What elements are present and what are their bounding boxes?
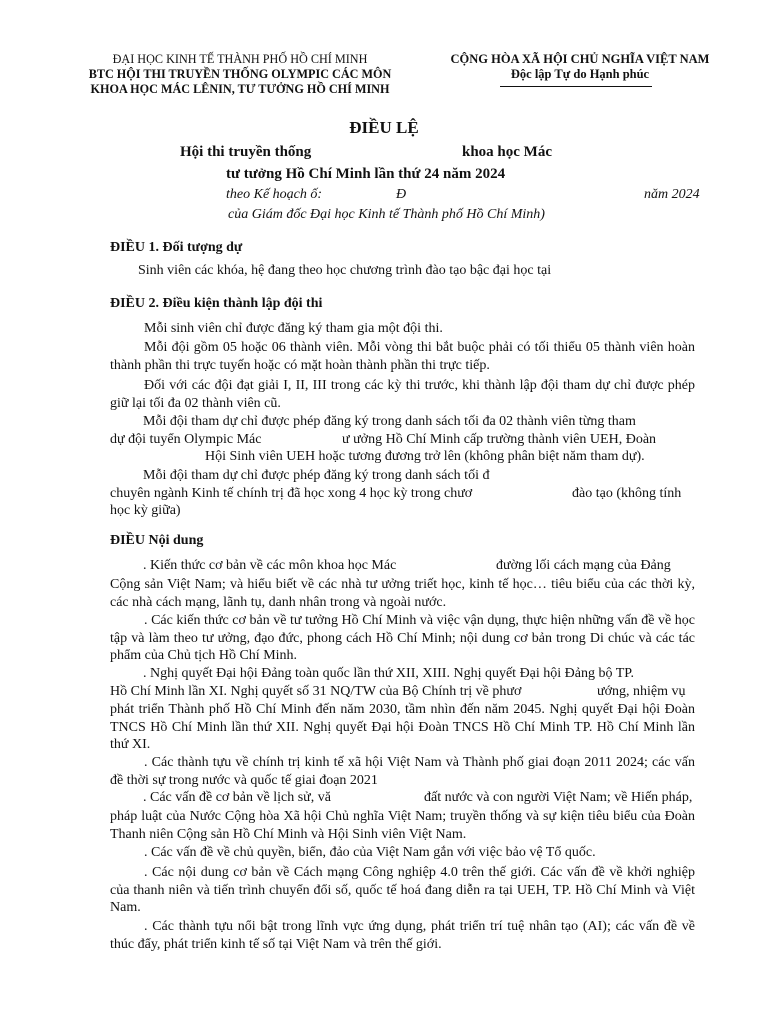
article3-item8: . Các thành tựu nổi bật trong lĩnh vực ứng dụng, phát triển trí tuệ nhân tạo (AI); các vấn đề về thúc đẩy, phát triển kinh tế số tại Việt Nam và trên thế giới. — [110, 919, 695, 952]
article2-heading: ĐIỀU 2. Điều kiện thành lập đội thi — [110, 296, 323, 311]
article2-para4-line3: Hội Sinh viên UEH hoặc tương đương trở lên (không phân biệt năm tham dự). — [205, 449, 645, 464]
subtitle-line2: tư tưởng Hồ Chí Minh lần thứ 24 năm 2024 — [226, 166, 506, 182]
issuer-block — [60, 52, 420, 97]
article2-para5-line2b: đào tạo (không tính — [572, 486, 682, 501]
article2-para1: Mỗi sinh viên chỉ được đăng ký tham gia một đội thi. — [144, 321, 443, 336]
article2-para4-line2a: dự đội tuyển Olympic Mác — [110, 432, 262, 447]
article3-heading: ĐIỀU Nội dung — [110, 533, 204, 548]
plan-reference-part3: năm 2024 — [644, 187, 700, 202]
issuer-line-1: ĐẠI HỌC KINH TẾ THÀNH PHỐ HỒ CHÍ MINH — [112, 52, 368, 66]
article2-para5-line2a: chuyên ngành Kinh tế chính trị đã học xong 4 học kỳ trong chươ — [110, 486, 473, 501]
article2-para5-line3: học kỳ giữa) — [110, 503, 181, 518]
article3-item3-line2a: Hồ Chí Minh lần XI. Nghị quyết số 31 NQ/TW của Bộ Chính trị về phươ — [110, 684, 522, 699]
article3-item1-line1b: đường lối cách mạng của Đảng — [496, 558, 671, 573]
article3-item3-rest: phát triển Thành phố Hồ Chí Minh đến năm 2030, tầm nhìn đến năm 2045. Nghị quyết Đại hội Đoàn TNCS Hồ Chí Minh lần thứ XII. Nghị quyết Đại hội Đoàn TNCS Hồ Chí Minh TP. Hồ Chí Minh lần thứ XI. — [110, 702, 695, 752]
article2-para4-line1: Mỗi đội tham dự chỉ được phép đăng ký trong danh sách tối đa 02 thành viên từng tham — [143, 414, 636, 429]
article1-text: Sinh viên các khóa, hệ đang theo học chương trình đào tạo bậc đại học tại — [138, 263, 552, 278]
subtitle-line1-part2: khoa học Mác — [462, 144, 552, 160]
issuer-line-3: KHOA HỌC MÁC LÊNIN, TƯ TƯỞNG HỒ CHÍ MINH — [90, 82, 390, 96]
motto: Độc lập Tự do Hạnh phúc — [510, 67, 650, 81]
article2-para4-line2b: ư ưởng Hồ Chí Minh cấp trường thành viên UEH, Đoàn — [342, 432, 657, 447]
motto-underline — [500, 86, 652, 87]
nation-title: CỘNG HÒA XÃ HỘI CHỦ NGHĨA VIỆT NAM — [450, 52, 710, 66]
article3-item1-rest: Cộng sản Việt Nam; và hiểu biết về các nhà tư ưởng triết học, kinh tế học… tiêu biểu của các thời kỳ, các nhà cách mạng, lãnh tụ, danh nhân trong và ngoài nước. — [110, 577, 695, 610]
article3-item5-line1a: . Các vấn đề cơ bản về lịch sử, vă — [143, 790, 331, 805]
article1-heading: ĐIỀU 1. Đối tượng dự — [110, 240, 243, 255]
article3-item3-line1: . Nghị quyết Đại hội Đảng toàn quốc lần thứ XII, XIII. Nghị quyết Đại hội Đảng bộ TP. — [143, 666, 635, 681]
plan-reference-part1: theo Kế hoạch ố: — [226, 187, 323, 202]
article3-item5-rest: pháp luật của Nước Cộng hòa Xã hội Chủ nghĩa Việt Nam; truyền thống và sự kiện tiêu biểu của Đoàn Thanh niên Cộng sản Hồ Chí Minh và Hội Sinh viên Việt Nam. — [110, 809, 695, 842]
article3-item2: . Các kiến thức cơ bản về tư tưởng Hồ Chí Minh và việc vận dụng, thực hiện những vấn đề về học tập và làm theo tư ưởng, đạo đức, phong cách Hồ Chí Minh; nội dung cơ bản trong Di chúc và các tác phẩm của Chủ tịch Hồ Chí Minh. — [110, 613, 695, 663]
article3-item1-line1a: . Kiến thức cơ bản về các môn khoa học Mác — [143, 558, 397, 573]
article2-para2: Mỗi đội gồm 05 hoặc 06 thành viên. Mỗi vòng thi bắt buộc phải có tối thiểu 05 thành viên hoàn thành phần thi trực tuyến hoặc có mặt hoàn thành phần thi trực tiếp. — [110, 340, 695, 373]
article2-para3: Đối với các đội đạt giải I, II, III trong các kỳ thi trước, khi thành lập đội tham dự chỉ được phép giữ lại tối đa 02 thành viên cũ. — [110, 378, 695, 411]
article2-para5-line1: Mỗi đội tham dự chỉ được phép đăng ký trong danh sách tối đ — [143, 468, 490, 483]
article3-item7: . Các nội dung cơ bản về Cách mạng Công nghiệp 4.0 trên thế giới. Các vấn đề về khởi nghiệp của thanh niên và tiến trình chuyển đổi số, quốc tế hoá đang diễn ra tại UEH, TP. Hồ Chí Minh và Việt Nam. — [110, 865, 695, 915]
article3-item6: . Các vấn đề về chủ quyền, biển, đảo của Việt Nam gắn với việc bảo vệ Tổ quốc. — [144, 845, 596, 860]
issuer-line-2: BTC HỘI THI TRUYỀN THỐNG OLYMPIC CÁC MÔN — [88, 67, 392, 81]
page-title: ĐIỀU LỆ — [349, 118, 419, 137]
plan-reference-part2: Đ — [396, 187, 407, 202]
subtitle-line1-part1: Hội thi truyền thống — [180, 144, 312, 160]
article3-item3-line2b: ướng, nhiệm vụ — [597, 684, 686, 699]
national-header — [430, 52, 730, 82]
plan-reference-issuer: của Giám đốc Đại học Kinh tế Thành phố Hồ Chí Minh) — [228, 207, 545, 222]
article3-item4: . Các thành tựu về chính trị kinh tế xã hội Việt Nam và Thành phố giai đoạn 2011 2024; các vấn đề thời sự trong nước và quốc tế giai đoạn 2021 — [110, 755, 695, 788]
article3-item5-line1b: đất nước và con người Việt Nam; về Hiến pháp, — [424, 790, 693, 805]
